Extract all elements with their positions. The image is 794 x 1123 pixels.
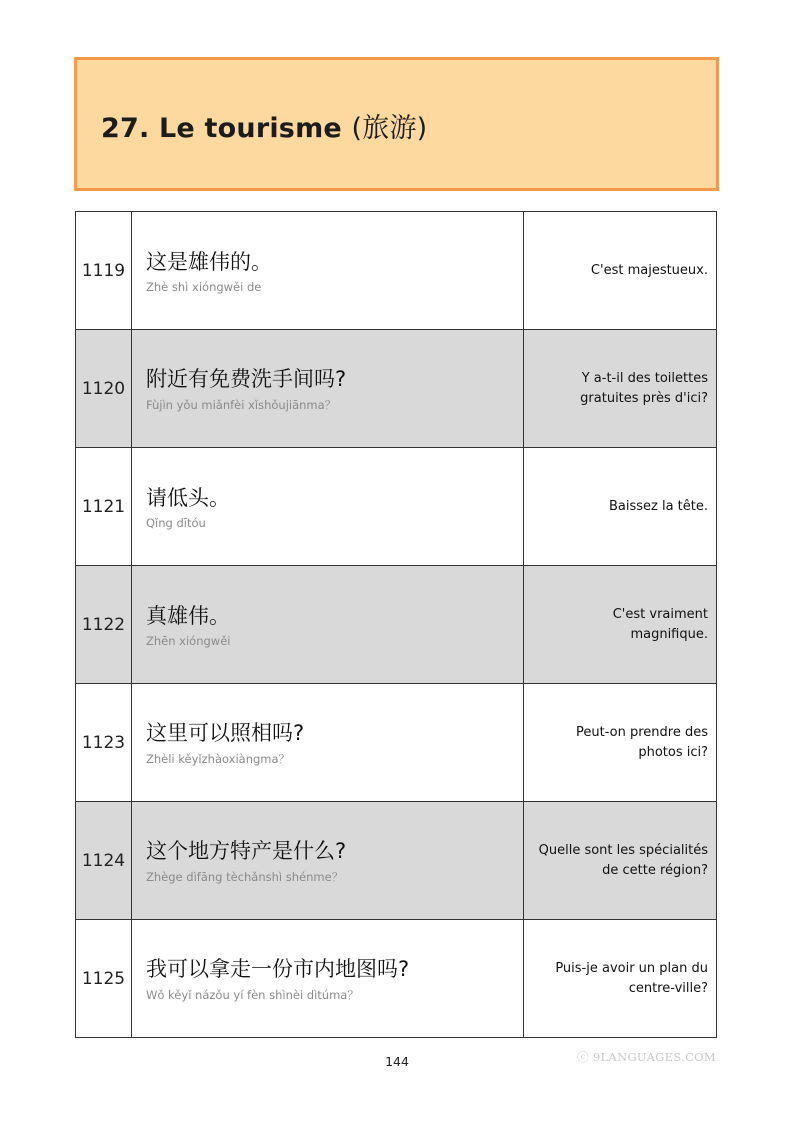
phrase-chinese: 附近有免费洗手间吗? [146, 366, 347, 391]
table-row [76, 566, 717, 684]
phrase-number: 1122 [76, 566, 132, 684]
chapter-title-chinese: (旅游) [351, 113, 428, 144]
page-number: 144 [385, 1054, 409, 1069]
table-row [76, 212, 717, 330]
phrase-chinese-cell [132, 448, 524, 566]
phrase-pinyin: Wǒ kěyǐ názǒu yí fèn shìnèi dìtúma？ [146, 987, 359, 1002]
phrase-french: Peut-on prendre des photos ici? [524, 684, 717, 802]
phrase-number: 1124 [76, 802, 132, 920]
phrase-chinese: 这个地方特产是什么? [146, 838, 347, 863]
table-row [76, 920, 717, 1038]
phrase-pinyin: Zhè shì xióngwěi de [146, 279, 262, 294]
table-row [76, 330, 717, 448]
phrase-number: 1123 [76, 684, 132, 802]
phrase-chinese-cell [132, 212, 524, 330]
phrase-number: 1120 [76, 330, 132, 448]
phrase-chinese-cell [132, 920, 524, 1038]
chapter-title-box [74, 57, 719, 191]
phrase-pinyin: Zhège dìfāng tèchǎnshì shénme？ [146, 869, 344, 884]
phrase-french: Quelle sont les spécialités de cette région? [524, 802, 717, 920]
phrase-pinyin: Fùjìn yǒu miǎnfèi xǐshǒujiānma？ [146, 397, 337, 412]
phrase-pinyin: Zhèli kěyǐzhàoxiàngma？ [146, 751, 291, 766]
phrase-chinese: 真雄伟。 [146, 603, 230, 628]
phrase-number: 1119 [76, 212, 132, 330]
phrase-pinyin: Qǐng dītóu [146, 515, 206, 530]
phrase-pinyin: Zhēn xióngwěi [146, 633, 231, 648]
phrase-chinese: 这里可以照相吗? [146, 720, 305, 745]
phrase-chinese-cell [132, 684, 524, 802]
phrase-french: Y a-t-il des toilettes gratuites près d'ici? [524, 330, 717, 448]
phrase-chinese-cell [132, 802, 524, 920]
table-row [76, 448, 717, 566]
chapter-title-french: 27. Le tourisme [101, 113, 342, 144]
phrase-chinese: 这是雄伟的。 [146, 249, 272, 274]
phrase-table [75, 211, 717, 1038]
phrase-chinese-cell [132, 566, 524, 684]
phrase-french: Puis-je avoir un plan du centre-ville? [524, 920, 717, 1038]
phrase-chinese-cell [132, 330, 524, 448]
chapter-title [101, 106, 427, 145]
table-row [76, 684, 717, 802]
phrase-number: 1125 [76, 920, 132, 1038]
phrase-number: 1121 [76, 448, 132, 566]
phrase-french: C'est vraiment magnifique. [524, 566, 717, 684]
phrase-french: Baissez la tête. [524, 448, 717, 566]
copyright-watermark: ⓒ 9LANGUAGES.COM [577, 1050, 716, 1064]
phrase-chinese: 请低头。 [146, 485, 230, 510]
phrase-chinese: 我可以拿走一份市内地图吗? [146, 956, 410, 981]
table-row [76, 802, 717, 920]
phrase-french: C'est majestueux. [524, 212, 717, 330]
